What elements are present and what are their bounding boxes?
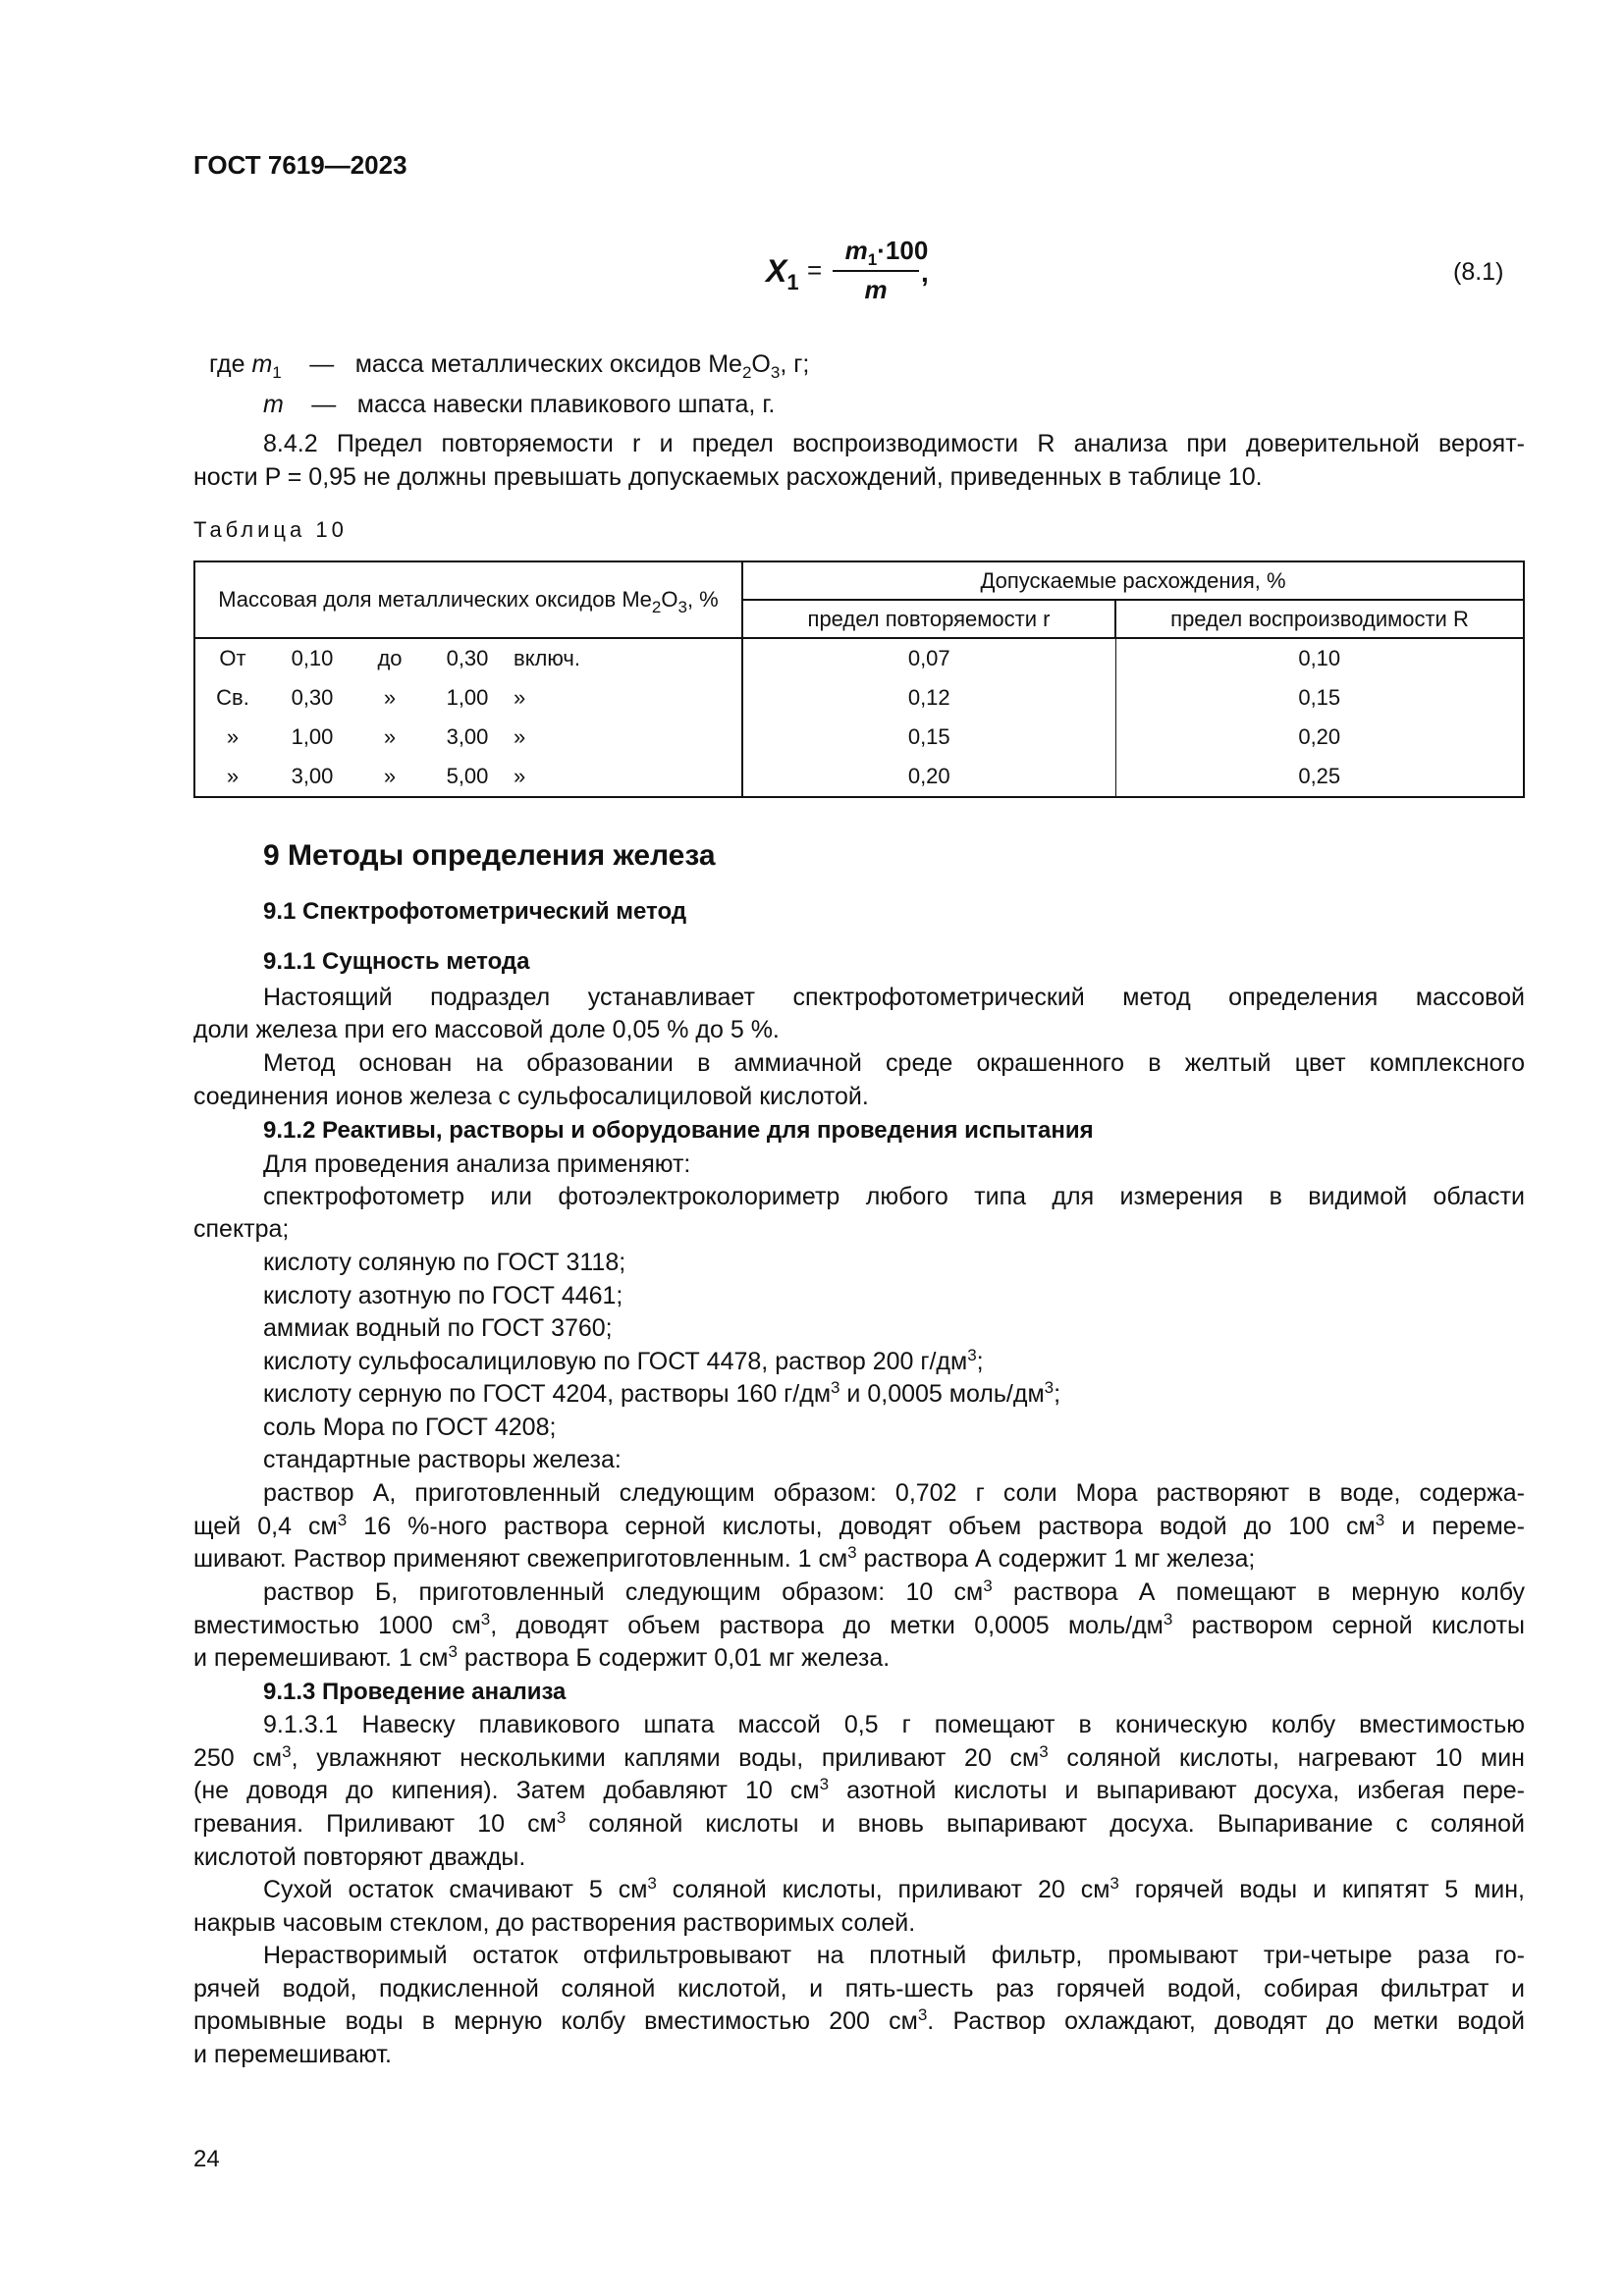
reagent-iron-standards: стандартные растворы железа: <box>263 1446 622 1473</box>
table-cell-r: 0,07 <box>742 638 1115 678</box>
table-row: » 1,00 » 3,00 » 0,15 0,20 <box>194 718 1524 757</box>
para-9-1-2-intro: Для проведения анализа применяют: <box>263 1150 691 1178</box>
para-insoluble-line-3: промывные воды в мерную колбу вместимостью 200 $см^3$. Раствор охлаждают, доводят до метки водой <box>193 2005 1525 2035</box>
section-9-1-1-heading: 9.1.1 Сущность метода <box>263 948 530 975</box>
table-cell-R: 0,25 <box>1115 757 1524 797</box>
para-8-4-2-line-1: 8.4.2 Предел повторяемости r и предел воспроизводимости R анализа при доверительной вероят- <box>263 430 1525 457</box>
reagent-mohr-salt: соль Мора по ГОСТ 4208; <box>263 1414 557 1441</box>
para-9-1-3-1-line-2: 250 $см^3$, увлажняют несколькими каплями воды, приливают 20 $см^3$ соляной кислоты, нагревают 10 мин <box>193 1742 1525 1772</box>
section-9-heading: 9 Методы определения железа <box>263 839 716 872</box>
solution-b-line-2: вместимостью 1000 $см^3$, доводят объем раствора до метки 0,0005 моль/$дм^3$ раствором серной кислоты <box>193 1610 1525 1639</box>
formula-fraction-bar <box>833 270 919 272</box>
table-10 <box>193 561 1525 798</box>
equation-number: (8.1) <box>1453 258 1504 286</box>
table-cell-r: 0,15 <box>742 718 1115 757</box>
table-col-reproducibility: предел воспроизводимости R <box>1115 600 1524 638</box>
page-number: 24 <box>193 2146 220 2172</box>
reagent-hno3: кислоту азотную по ГОСТ 4461; <box>263 1282 623 1309</box>
document-header: ГОСТ 7619—2023 <box>193 150 407 180</box>
table-caption: Таблица 10 <box>193 517 348 542</box>
para-9-1-3-1-line-5: кислотой повторяют дважды. <box>193 1843 526 1871</box>
formula-equals: = <box>807 255 823 285</box>
para-spectrophotometer-line-2: спектра; <box>193 1215 290 1243</box>
table-cell-r: 0,12 <box>742 678 1115 718</box>
solution-a-line-3: шивают. Раствор применяют свежеприготовленным. 1 $см^3$ раствора А содержит 1 мг железа; <box>193 1543 1256 1573</box>
table-cell-R: 0,10 <box>1115 638 1524 678</box>
table-row: » 3,00 » 5,00 » 0,20 0,25 <box>194 757 1524 797</box>
para-dry-residue-line-2: накрыв часовым стеклом, до растворения растворимых солей. <box>193 1909 916 1937</box>
solution-a-line-1: раствор А, приготовленный следующим образом: 0,702 г соли Мора растворяют в воде, содержа- <box>263 1479 1525 1507</box>
solution-a-line-2: щей 0,4 $см^3$ 16 %-ного раствора серной кислоты, доводят объем раствора водой до 100 $см^3$ и переме- <box>193 1511 1525 1540</box>
reagent-sulfosalicylic: кислоту сульфосалициловую по ГОСТ 4478, раствор 200 $г/дм^3$; <box>263 1346 984 1375</box>
para-insoluble-line-4: и перемешивают. <box>193 2041 393 2068</box>
formula-numerator: $m_1\cdot 100$ <box>844 236 929 269</box>
para-9-1-3-1-line-1: 9.1.3.1 Навеску плавикового шпата массой 0,5 г помещают в коническую колбу вместимостью <box>263 1711 1525 1738</box>
table-row: От 0,10 до 0,30 включ. 0,07 0,10 <box>194 638 1524 678</box>
para-9-1-1-a-line-2: доли железа при его массовой доле 0,05 % до 5 %. <box>193 1016 780 1043</box>
para-8-4-2-line-2: ности P = 0,95 не должны превышать допускаемых расхождений, приведенных в таблице 10. <box>193 463 1263 491</box>
formula-comma: , <box>921 257 929 288</box>
table-row: Св. 0,30 » 1,00 » 0,12 0,15 <box>194 678 1524 718</box>
para-dry-residue-line-1: Сухой остаток смачивают 5 $см^3$ соляной кислоты, приливают 20 $см^3$ горячей воды и кипятят 5 мин, <box>263 1874 1525 1903</box>
para-9-1-3-1-line-4: гревания. Приливают 10 $см^3$ соляной кислоты и вновь выпаривают досуха. Выпаривание с соляной <box>193 1808 1525 1838</box>
section-9-1-3-heading: 9.1.3 Проведение анализа <box>263 1679 567 1705</box>
para-spectrophotometer-line-1: спектрофотометр или фотоэлектроколориметр любого типа для измерения в видимой области <box>263 1183 1525 1210</box>
para-9-1-3-1-line-3: (не доводя до кипения). Затем добавляют 10 $см^3$ азотной кислоты и выпаривают досуха, избегая пере- <box>193 1775 1525 1804</box>
section-9-1-2-heading: 9.1.2 Реактивы, растворы и оборудование для проведения испытания <box>263 1117 1094 1144</box>
reagent-hcl: кислоту соляную по ГОСТ 3118; <box>263 1249 626 1276</box>
formula-denominator: m <box>864 275 888 304</box>
solution-b-line-3: и перемешивают. 1 $см^3$ раствора Б содержит 0,01 мг железа. <box>193 1642 891 1672</box>
table-cell-R: 0,15 <box>1115 678 1524 718</box>
table-col-mass-fraction: Массовая доля металлических оксидов $Me_2O_3$, % <box>194 561 742 638</box>
para-9-1-1-a-line-1: Настоящий подраздел устанавливает спектрофотометрический метод определения массовой <box>263 984 1525 1011</box>
para-insoluble-line-2: рячей водой, подкисленной соляной кислотой, и пять-шесть раз горячей водой, собирая фильтрат и <box>193 1975 1525 2002</box>
table-cell-R: 0,20 <box>1115 718 1524 757</box>
para-9-1-1-b-line-1: Метод основан на образовании в аммиачной среде окрашенного в желтый цвет комплексного <box>263 1049 1525 1077</box>
para-9-1-1-b-line-2: соединения ионов железа с сульфосалициловой кислотой. <box>193 1083 869 1110</box>
table-col-group: Допускаемые расхождения, % <box>742 561 1524 600</box>
table-col-repeatability: предел повторяемости r <box>742 600 1115 638</box>
where-line-1: где $m_1$ — масса металлических оксидов $Me_2O_3$, г; <box>209 350 810 382</box>
table-cell-r: 0,20 <box>742 757 1115 797</box>
solution-b-line-1: раствор Б, приготовленный следующим образом: 10 $см^3$ раствора А помещают в мерную колбу <box>263 1576 1525 1606</box>
para-insoluble-line-1: Нерастворимый остаток отфильтровывают на плотный фильтр, промывают три-четыре раза го- <box>263 1942 1525 1969</box>
section-9-1-heading: 9.1 Спектрофотометрический метод <box>263 898 687 925</box>
formula-8-1 <box>766 236 943 314</box>
formula-lhs: $X_1$ <box>766 253 799 294</box>
reagent-ammonia: аммиак водный по ГОСТ 3760; <box>263 1314 613 1342</box>
reagent-sulfuric: кислоту серную по ГОСТ 4204, растворы 160 $г/дм^3$ и 0,0005 моль/$дм^3$; <box>263 1378 1061 1408</box>
where-line-2: m — масса навески плавикового шпата, г. <box>263 391 776 418</box>
